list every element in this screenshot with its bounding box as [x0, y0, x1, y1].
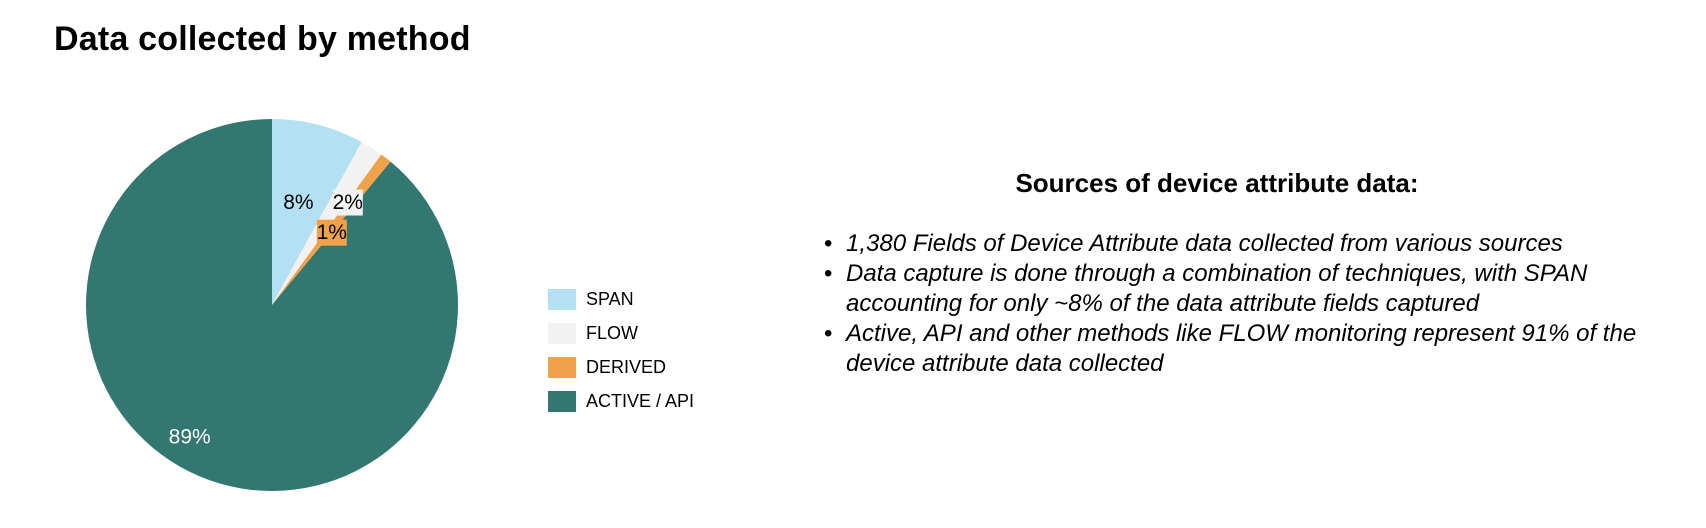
bullet-icon: • — [824, 260, 833, 287]
page-title: Data collected by method — [54, 20, 471, 58]
notes-item-text: Active, API and other methods like FLOW monitoring represent 91% of the device attribute data collected — [846, 320, 1637, 377]
pie-slices — [86, 119, 458, 491]
data-label-flow: 2% — [332, 191, 363, 214]
legend-label-flow: FLOW — [586, 322, 638, 343]
legend-item-active-api[interactable] — [548, 384, 694, 418]
notes-item-active — [820, 319, 1700, 379]
notes-item-capture — [820, 259, 1700, 319]
bullet-icon: • — [824, 230, 833, 257]
legend-label-derived: DERIVED — [586, 356, 667, 377]
notes-item-text: 1,380 Fields of Device Attribute data collected from various sources — [846, 230, 1563, 257]
data-label-active-api: 89% — [168, 425, 211, 449]
legend-swatch-span — [548, 289, 576, 310]
legend-swatch-derived — [548, 357, 576, 378]
legend-label-active-api: ACTIVE / API — [586, 390, 695, 411]
data-label-derived: 1% — [316, 221, 347, 245]
legend-item-span[interactable] — [548, 282, 694, 316]
data-label-span: 8% — [283, 190, 314, 214]
bullet-icon: • — [824, 320, 833, 347]
notes-heading: Sources of device attribute data: — [1015, 168, 1419, 198]
legend-label-span: SPAN — [586, 288, 634, 309]
chart-legend — [548, 282, 694, 418]
notes-panel — [820, 168, 1700, 379]
notes-item-fields — [820, 229, 1700, 259]
notes-item-text: Data capture is done through a combination of techniques, with SPAN accounting for only ~8% of the data attribute fields captured — [846, 260, 1588, 317]
legend-item-derived[interactable] — [548, 350, 694, 384]
pie-chart — [0, 0, 720, 528]
notes-list — [820, 229, 1700, 379]
legend-swatch-flow — [548, 323, 576, 344]
legend-swatch-active-api — [548, 391, 576, 412]
legend-item-flow[interactable] — [548, 316, 694, 350]
